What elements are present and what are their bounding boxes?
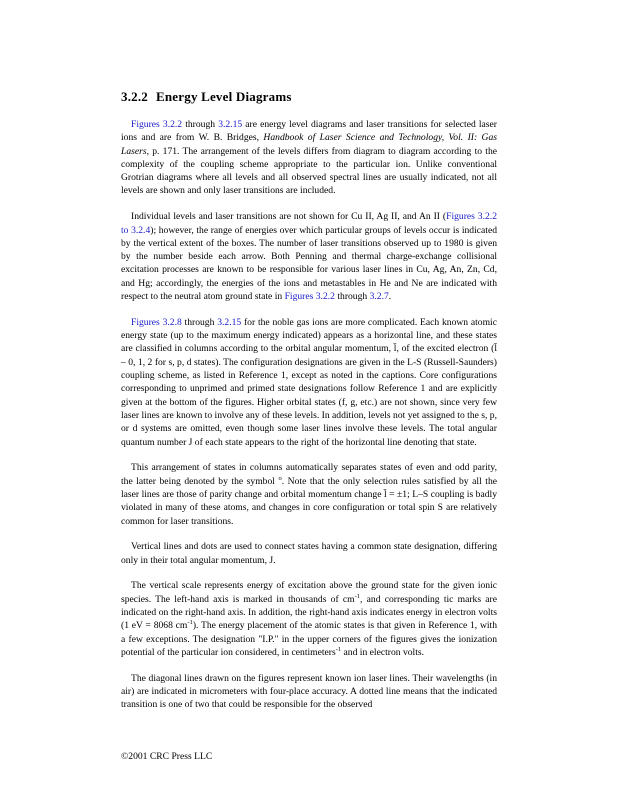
text-run: ); however, the range of energies over which particular groups of levels occur is indicated by the vertical extent of the boxes. The number of laser transitions observed up to 1980 is given by the number beside each arrow. Both Penning and thermal charge-exchange collisional excitation processes are known to be responsible for various laser lines in Cu, Ag, An, Zn, Cd, and Hg; accordingly, the energies of the ions and metastables in He and Ne are indicated with respect to the neutral atom ground state in [121, 224, 497, 303]
figure-link[interactable]: Figures 3.2.2 [131, 119, 183, 130]
text-run: Individual levels and laser transitions are not shown for Cu II, Ag II, and An II ( [131, 211, 447, 223]
paragraph [121, 540, 497, 567]
text-run: The diagonal lines drawn on the figures represent known ion laser lines. Their wavelengths (in air) are indicated in micrometers with four-place accuracy. A dotted line means that the indicated transition is one of two that could be responsible for the observed [121, 672, 497, 711]
paragraph [121, 672, 497, 712]
paragraph [121, 316, 497, 449]
paragraph [121, 210, 497, 303]
section-heading [121, 89, 292, 105]
paragraph [121, 118, 497, 198]
text-run: Vertical lines and dots are used to connect states having a common state designation, differing only in their total angular momentum, J. [121, 541, 497, 566]
text-run: , and corresponding tic marks are indicated on the right-hand axis. In addition, the right-hand axis indicates energy in electron volts (1 eV = 8068 cm [121, 593, 497, 632]
text-run: and in electron volts. [341, 646, 424, 658]
copyright-footer: ©2001 CRC Press LLC [121, 751, 213, 762]
section-number: 3.2.2 [121, 89, 148, 104]
figure-link[interactable]: 3.2.15 [217, 316, 242, 328]
text-run: through [334, 291, 370, 303]
text-run: , p. 171. The arrangement of the levels differs from diagram to diagram according to the complexity of the coupling scheme appropriate to the particular ion. Unlike conventional Grotrian diagrams where all levels and all observed spectral lines are usually indicated, not all levels are shown and only laser transitions are included. [121, 145, 497, 197]
text-run: for the noble gas ions are more complicated. Each known atomic energy state (up to the maximum energy indicated) appears as a horizontal line, and these states are classified in columns according to the orbital angular momentum, l̄, of the excited electron (l̄ – 0, 1, 2 for s, p, d states). The configuration designations are given in the L-S (Russell-Saunders) coupling scheme, as listed in Reference 1, except as noted in the captions. Core configurations corresponding to unprimed and primed state designations follow Reference 1 and are explicitly given at the bottom of the figures. Higher orbital states (f, g, etc.) are not shown, since very few laser lines are known to involve any of these levels. In addition, levels not yet assigned to the s, p, or d systems are omitted, even though some laser lines involve these levels. The total angular quantum number J of each state appears to the right of the horizontal line denoting that state. [121, 316, 497, 448]
superscript: -1 [335, 645, 342, 653]
text-run: are energy level diagrams and laser transitions for selected laser ions and are from W. B. Bridges, [121, 119, 497, 144]
superscript: o [278, 474, 282, 482]
text-run: ). The energy placement of the atomic states is that given in Reference 1, with a few exceptions. The designation "I.P." in the upper corners of the figures gives the ionization potential of the particular ion considered, in centimeters [121, 620, 497, 658]
body-text [121, 118, 497, 724]
section-title: Energy Level Diagrams [156, 89, 292, 104]
book-title: Handbook of Laser Science and Technology, Vol. II: Gas Lasers [121, 132, 498, 157]
figure-link[interactable]: Figures 3.2.8 [131, 316, 182, 328]
text-run: . Note that the only selection rules satisfied by all the laser lines are those of parity change and orbital momentum change l̄ = ±1; L–S coupling is badly violated in many of these atoms, and changes in core configuration or total spin S are relatively common for laser transitions. [121, 475, 497, 527]
text-run: The vertical scale represents energy of excitation above the ground state for the given ionic species. The left-hand axis is marked in thousands of cm [121, 580, 497, 605]
figure-link[interactable]: 3.2.15 [218, 119, 243, 130]
figure-link[interactable]: 3.2.7 [369, 291, 389, 303]
paragraph [121, 461, 497, 527]
text-run: . [388, 291, 392, 303]
figure-link[interactable]: Figures 3.2.2 [284, 291, 335, 303]
superscript: -1 [354, 592, 361, 600]
text-run: through [181, 316, 218, 328]
paragraph [121, 579, 497, 659]
figure-link[interactable]: Figures 3.2.2 to 3.2.4 [121, 211, 497, 236]
text-run: This arrangement of states in columns automatically separates states of even and odd parity, the latter being denoted by the symbol [121, 462, 497, 487]
text-run: through [182, 119, 219, 130]
superscript: -1 [187, 619, 193, 627]
